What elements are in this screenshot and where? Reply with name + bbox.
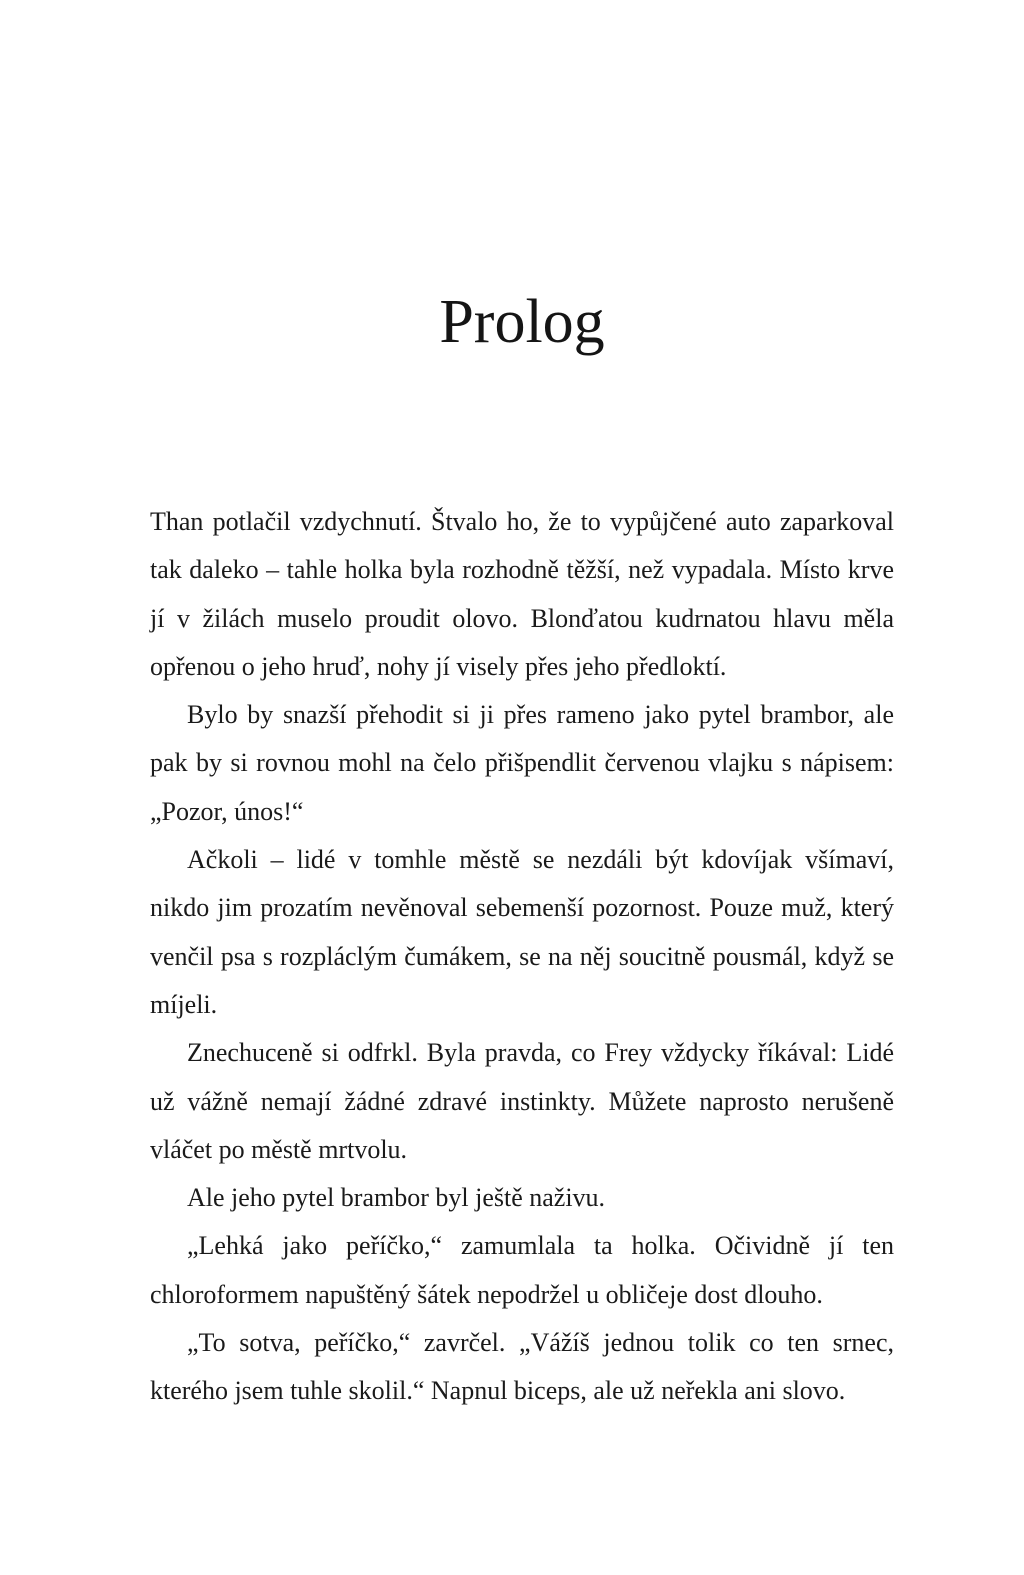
paragraph: Than potlačil vzdychnutí. Štvalo ho, že to vypůjčené auto zaparkoval tak daleko – tahle holka byla rozhodně těžší, než vypadala. Místo krve jí v žilách muselo proudit olovo. Blonďatou kudrnatou hlavu měla opřenou o jeho hruď, nohy jí visely přes jeho předloktí. xyxy=(150,507,894,681)
paragraph: Ačkoli – lidé v tomhle městě se nezdáli být kdovíjak všímaví, nikdo jim prozatím nevěnoval sebemenší pozornost. Pouze muž, který venčil psa s rozpláclým čumákem, se na něj soucitně pousmál, když se míjeli. xyxy=(150,845,894,1019)
chapter-title: Prolog xyxy=(439,288,605,356)
chapter-body xyxy=(150,498,894,1416)
paragraph: Znechuceně si odfrkl. Byla pravda, co Frey vždycky říkával: Lidé už vážně nemají žádné zdravé instinkty. Můžete naprosto nerušeně vláčet po městě mrtvolu. xyxy=(150,1038,894,1164)
paragraph: Ale jeho pytel brambor byl ještě naživu. xyxy=(187,1183,606,1213)
paragraph: Bylo by snazší přehodit si ji přes rameno jako pytel brambor, ale pak by si rovnou mohl na čelo přišpendlit červenou vlajku s nápisem: „Pozor, únos!“ xyxy=(150,700,894,826)
paragraph: „Lehká jako peříčko,“ zamumlala ta holka. Očividně jí ten chloroformem napuštěný šátek nepodržel u obličeje dost dlouho. xyxy=(150,1231,894,1309)
paragraph: „To sotva, peříčko,“ zavrčel. „Vážíš jednou tolik co ten srnec, kterého jsem tuhle skolil.“ Napnul biceps, ale už neřekla ani slovo. xyxy=(150,1328,894,1406)
